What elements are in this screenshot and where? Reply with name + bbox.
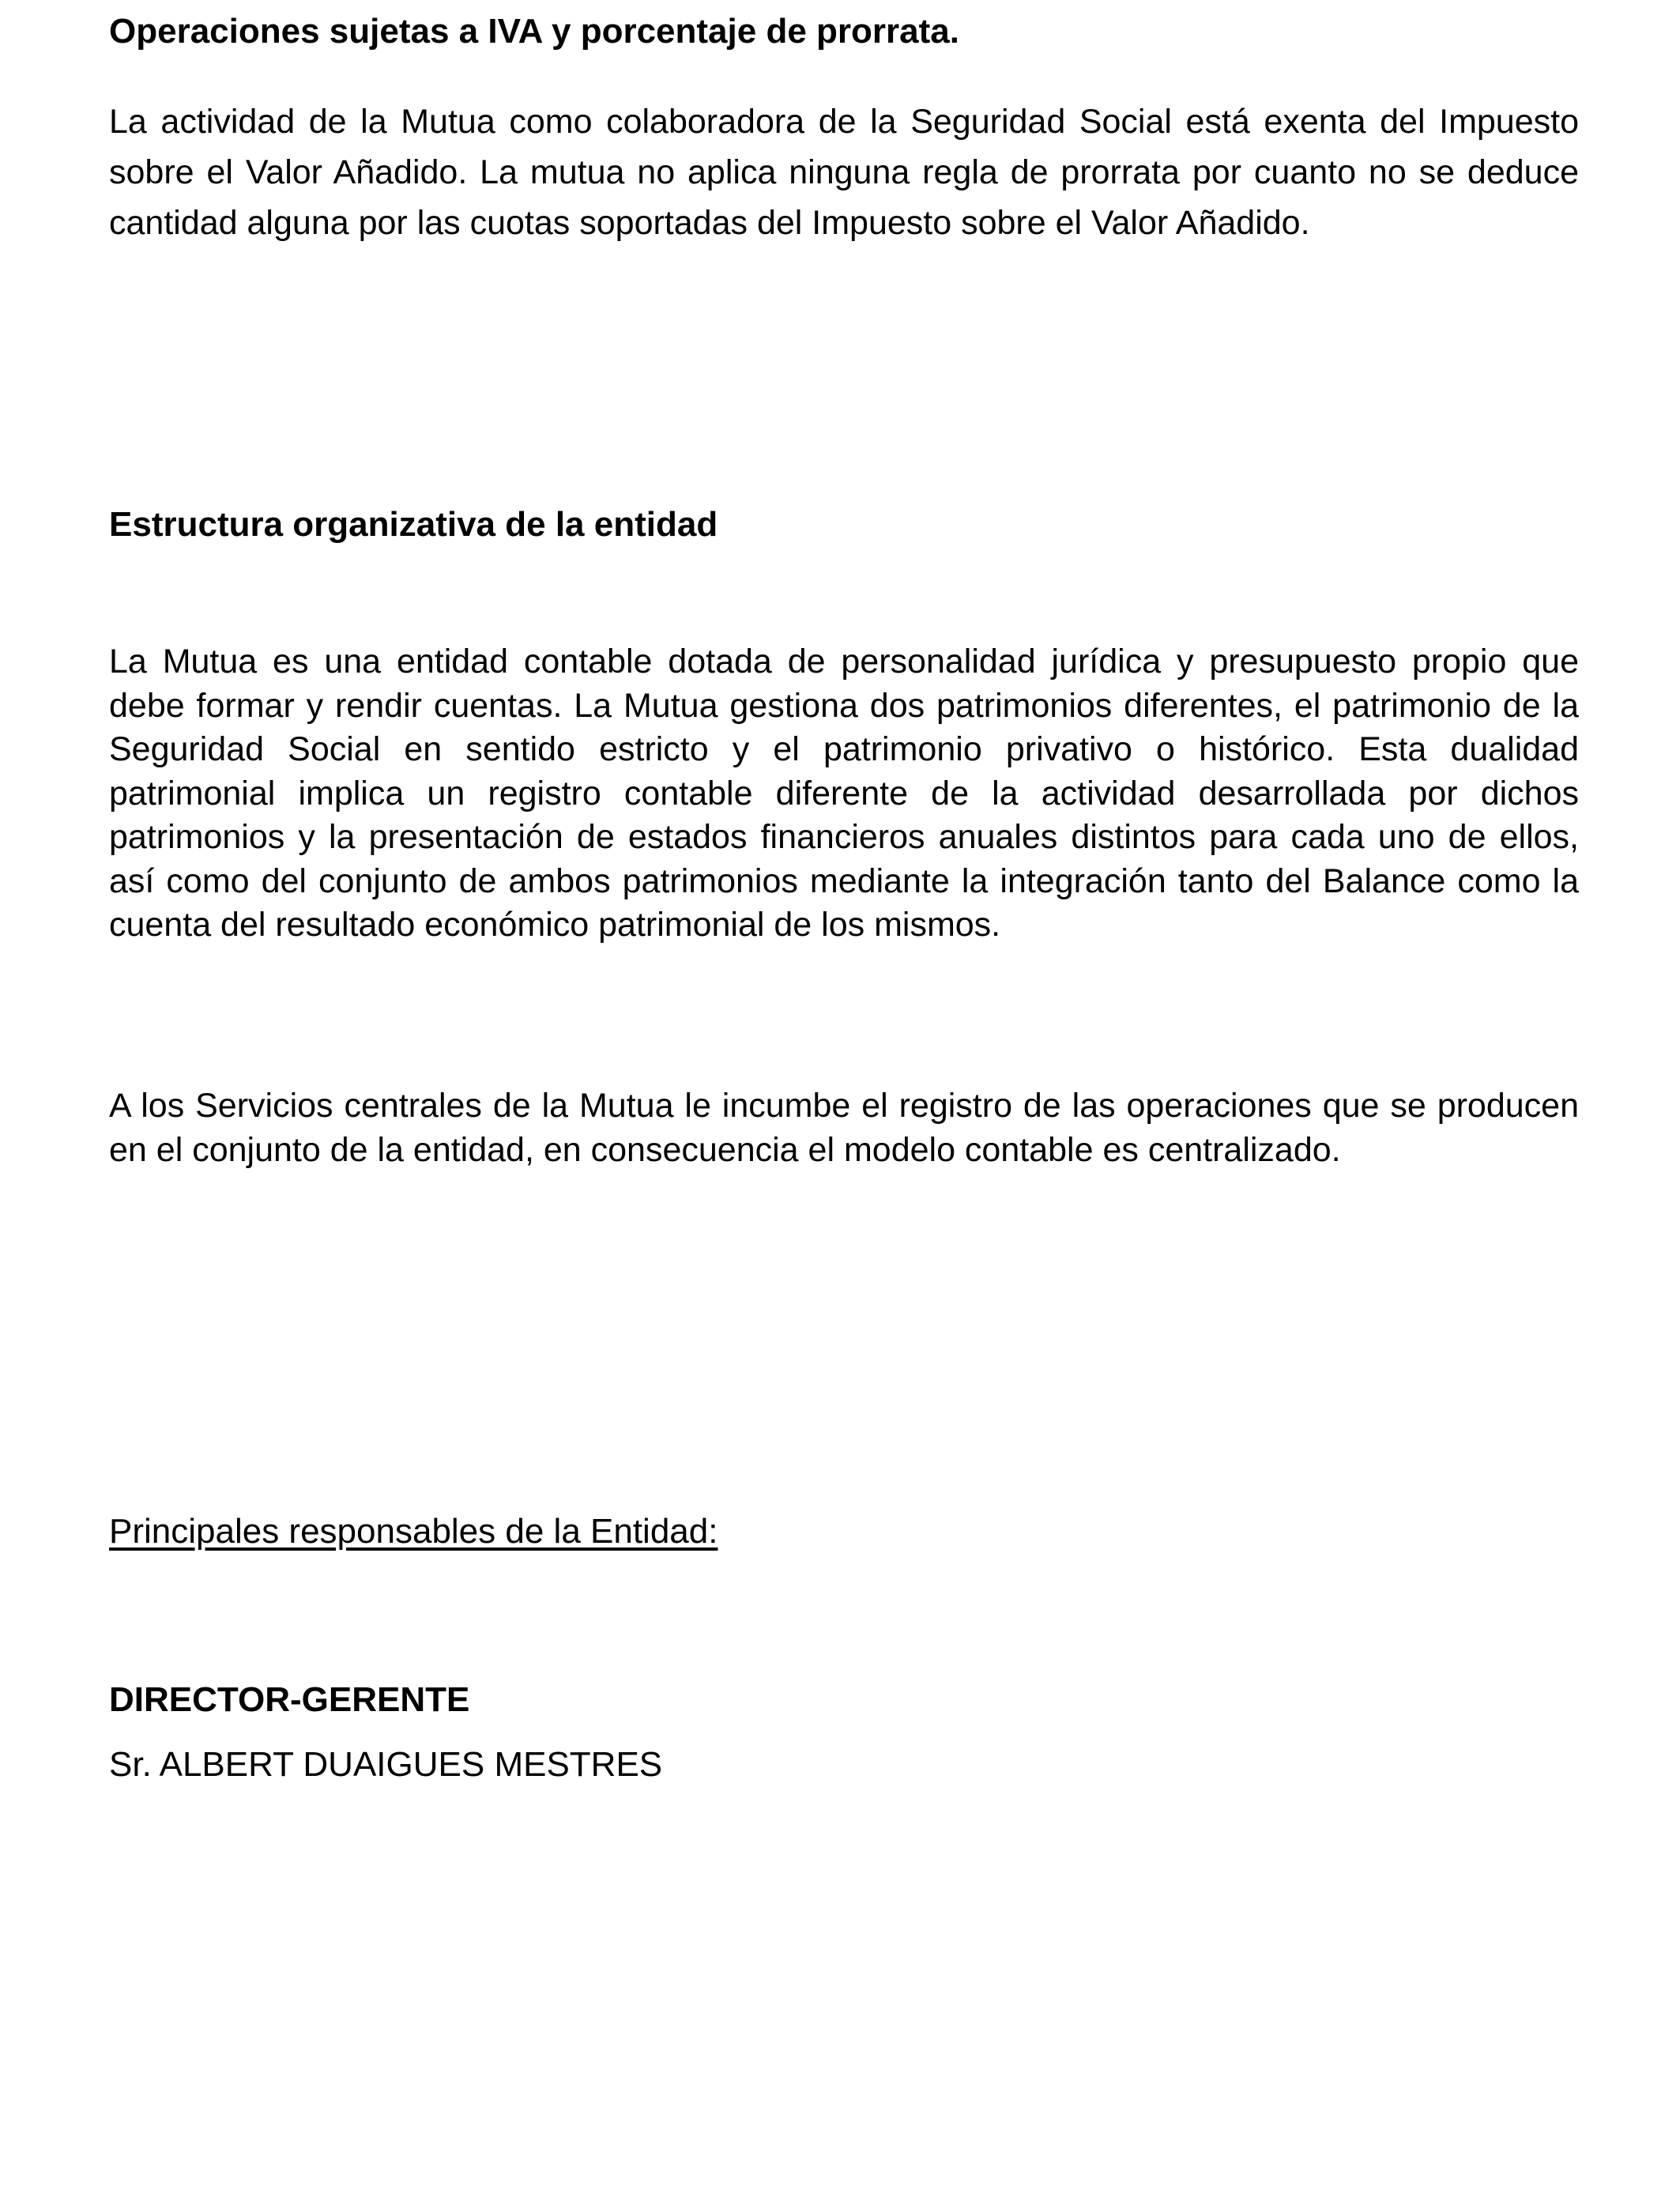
section-heading-iva: Operaciones sujetas a IVA y porcentaje de prorrata. bbox=[109, 12, 959, 51]
paragraph-iva: La actividad de la Mutua como colaboradora de la Seguridad Social está exenta del Impuesto sobre el Valor Añadido. La mutua no aplica ninguna regla de prorrata por cuanto no se deduce cantidad alguna por las cuotas soportadas del Impuesto sobre el Valor Añadido. bbox=[109, 103, 1579, 242]
responsable-name: Sr. ALBERT DUAIGUES MESTRES bbox=[109, 1745, 663, 1784]
role-heading: DIRECTOR-GERENTE bbox=[109, 1680, 470, 1719]
section-heading-estructura: Estructura organizativa de la entidad bbox=[109, 505, 718, 544]
paragraph-estructura-1: La Mutua es una entidad contable dotada de personalidad jurídica y presupuesto propio que debe formar y rendir cuentas. La Mutua gestiona dos patrimonios diferentes, el patrimonio de la Seguridad Social en sentido estricto y el patrimonio privativo o histórico. Esta dualidad patrimonial implica un registro contable diferente de la actividad desarrollada por dichos patrimonios y la presentación de estados financieros anuales distintos para cada uno de ellos, así como del conjunto de ambos patrimonios mediante la integración tanto del Balance como la cuenta del resultado económico patrimonial de los mismos. bbox=[109, 643, 1579, 944]
responsables-title: Principales responsables de la Entidad: bbox=[109, 1512, 718, 1551]
paragraph-estructura-2: A los Servicios centrales de la Mutua le incumbe el registro de las operaciones que se producen en el conjunto de la entidad, en consecuencia el modelo contable es centralizado. bbox=[109, 1087, 1579, 1169]
